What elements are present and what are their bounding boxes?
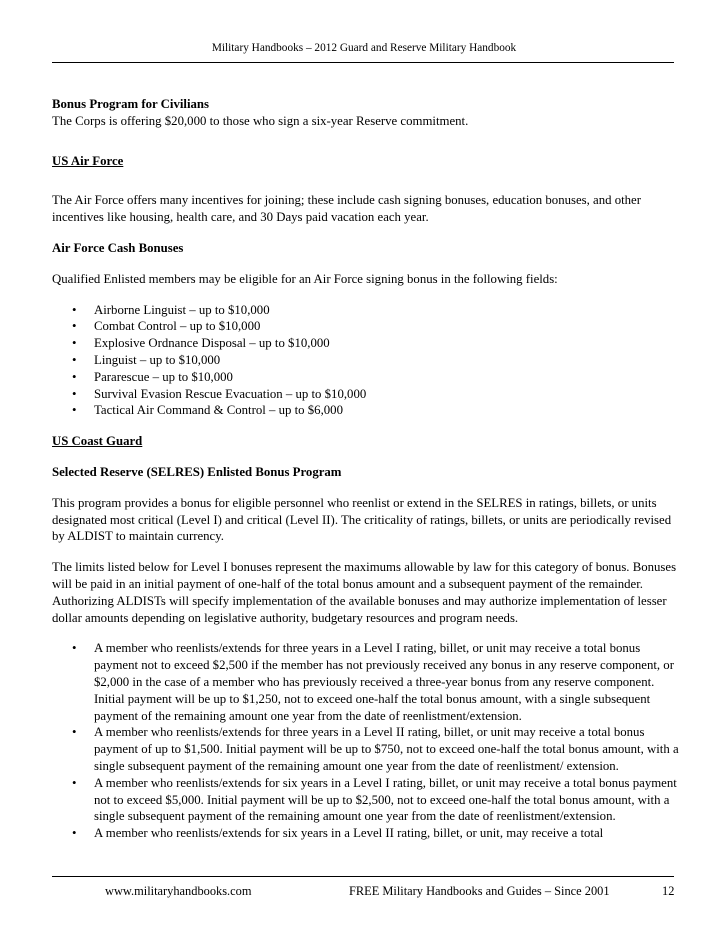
air-force-intro: The Air Force offers many incentives for joining; these include cash signing bonuses, education bonuses, and other incentives like housing, health care, and 30 Days paid vacation each year. [52, 193, 641, 225]
page-number: 12 [662, 884, 675, 898]
list-item: • A member who reenlists/extends for three years in a Level I rating, billet, or unit may receive a total bonus payment not to exceed $2,500 if the member has not previously received any bonus in any reserve component, or $2,000 in the case of a member who has previously received a three-year bonus from any reserve component. Initial payment will be up to $1,250, not to exceed one-half the total bonus amount, with a single subsequent payment of the remaining amount one year from the date of reenlistment/extension. [52, 640, 682, 724]
selres-paragraph-2: The limits listed below for Level I bonuses represent the maximums allowable by law for this category of bonus. Bonuses will be paid in an initial payment of one-half of the total bonus amount and a subsequent payment of the remainder. Authorizing ALDISTs will specify implementation of the available bonuses and may authorize implementation of lesser dollar amounts depending on legislative authority, budgetary resources and program needs. [52, 560, 677, 625]
list-item: • Survival Evasion Rescue Evacuation – up to $10,000 [52, 386, 682, 403]
selres-bonus-list [52, 640, 682, 842]
air-force-cash-intro: Qualified Enlisted members may be eligible for an Air Force signing bonus in the following fields: [52, 271, 558, 286]
air-force-bonus-list [52, 302, 682, 420]
list-item: • A member who reenlists/extends for six years in a Level I rating, billet, or unit may receive a total bonus payment not to exceed $5,000. Initial payment will be up to $2,500, not to exceed one-half the total bonus amount, with a single subsequent payment of the remaining amount one year from the date of reenlistment/extension. [52, 775, 682, 825]
list-item: • Tactical Air Command & Control – up to $6,000 [52, 402, 682, 419]
bonus-civilians-heading: Bonus Program for Civilians [52, 97, 210, 111]
coast-guard-heading: US Coast Guard [52, 434, 143, 449]
list-item: • Airborne Linguist – up to $10,000 [52, 302, 682, 319]
list-item: • A member who reenlists/extends for six years in a Level II rating, billet, or unit, may receive a total [52, 825, 682, 842]
list-item: • Pararescue – up to $10,000 [52, 369, 682, 386]
air-force-cash-heading: Air Force Cash Bonuses [52, 240, 184, 255]
page-content [52, 96, 682, 842]
selres-paragraph-1: This program provides a bonus for eligible personnel who reenlist or extend in the SELRES in ratings, billets, or units designated most critical (Level I) and critical (Level II). The criticality of ratings, billets, or units are periodically revised by ALDIST to maintain currency. [52, 495, 672, 544]
bonus-civilians-text: The Corps is offering $20,000 to those who sign a six-year Reserve commitment. [52, 113, 469, 128]
list-item: • Explosive Ordnance Disposal – up to $10,000 [52, 335, 682, 352]
header-divider [52, 62, 674, 63]
list-item: • Combat Control – up to $10,000 [52, 318, 682, 335]
page-header: Military Handbooks – 2012 Guard and Reserve Military Handbook [211, 42, 517, 54]
selres-heading: Selected Reserve (SELRES) Enlisted Bonus Program [52, 464, 342, 479]
footer-tagline: FREE Military Handbooks and Guides – Since 2001 [349, 884, 610, 898]
footer-website: www.militaryhandbooks.com [105, 884, 252, 898]
list-item: • A member who reenlists/extends for three years in a Level II rating, billet, or unit may receive a total bonus payment of up to $1,500. Initial payment will be up to $750, not to exceed one-half the total bonus amount, with a single subsequent payment of the remaining amount one year from the date of reenlistment/ extension. [52, 724, 682, 774]
footer-divider [52, 876, 674, 877]
air-force-heading: US Air Force [52, 153, 124, 168]
list-item: • Linguist – up to $10,000 [52, 352, 682, 369]
